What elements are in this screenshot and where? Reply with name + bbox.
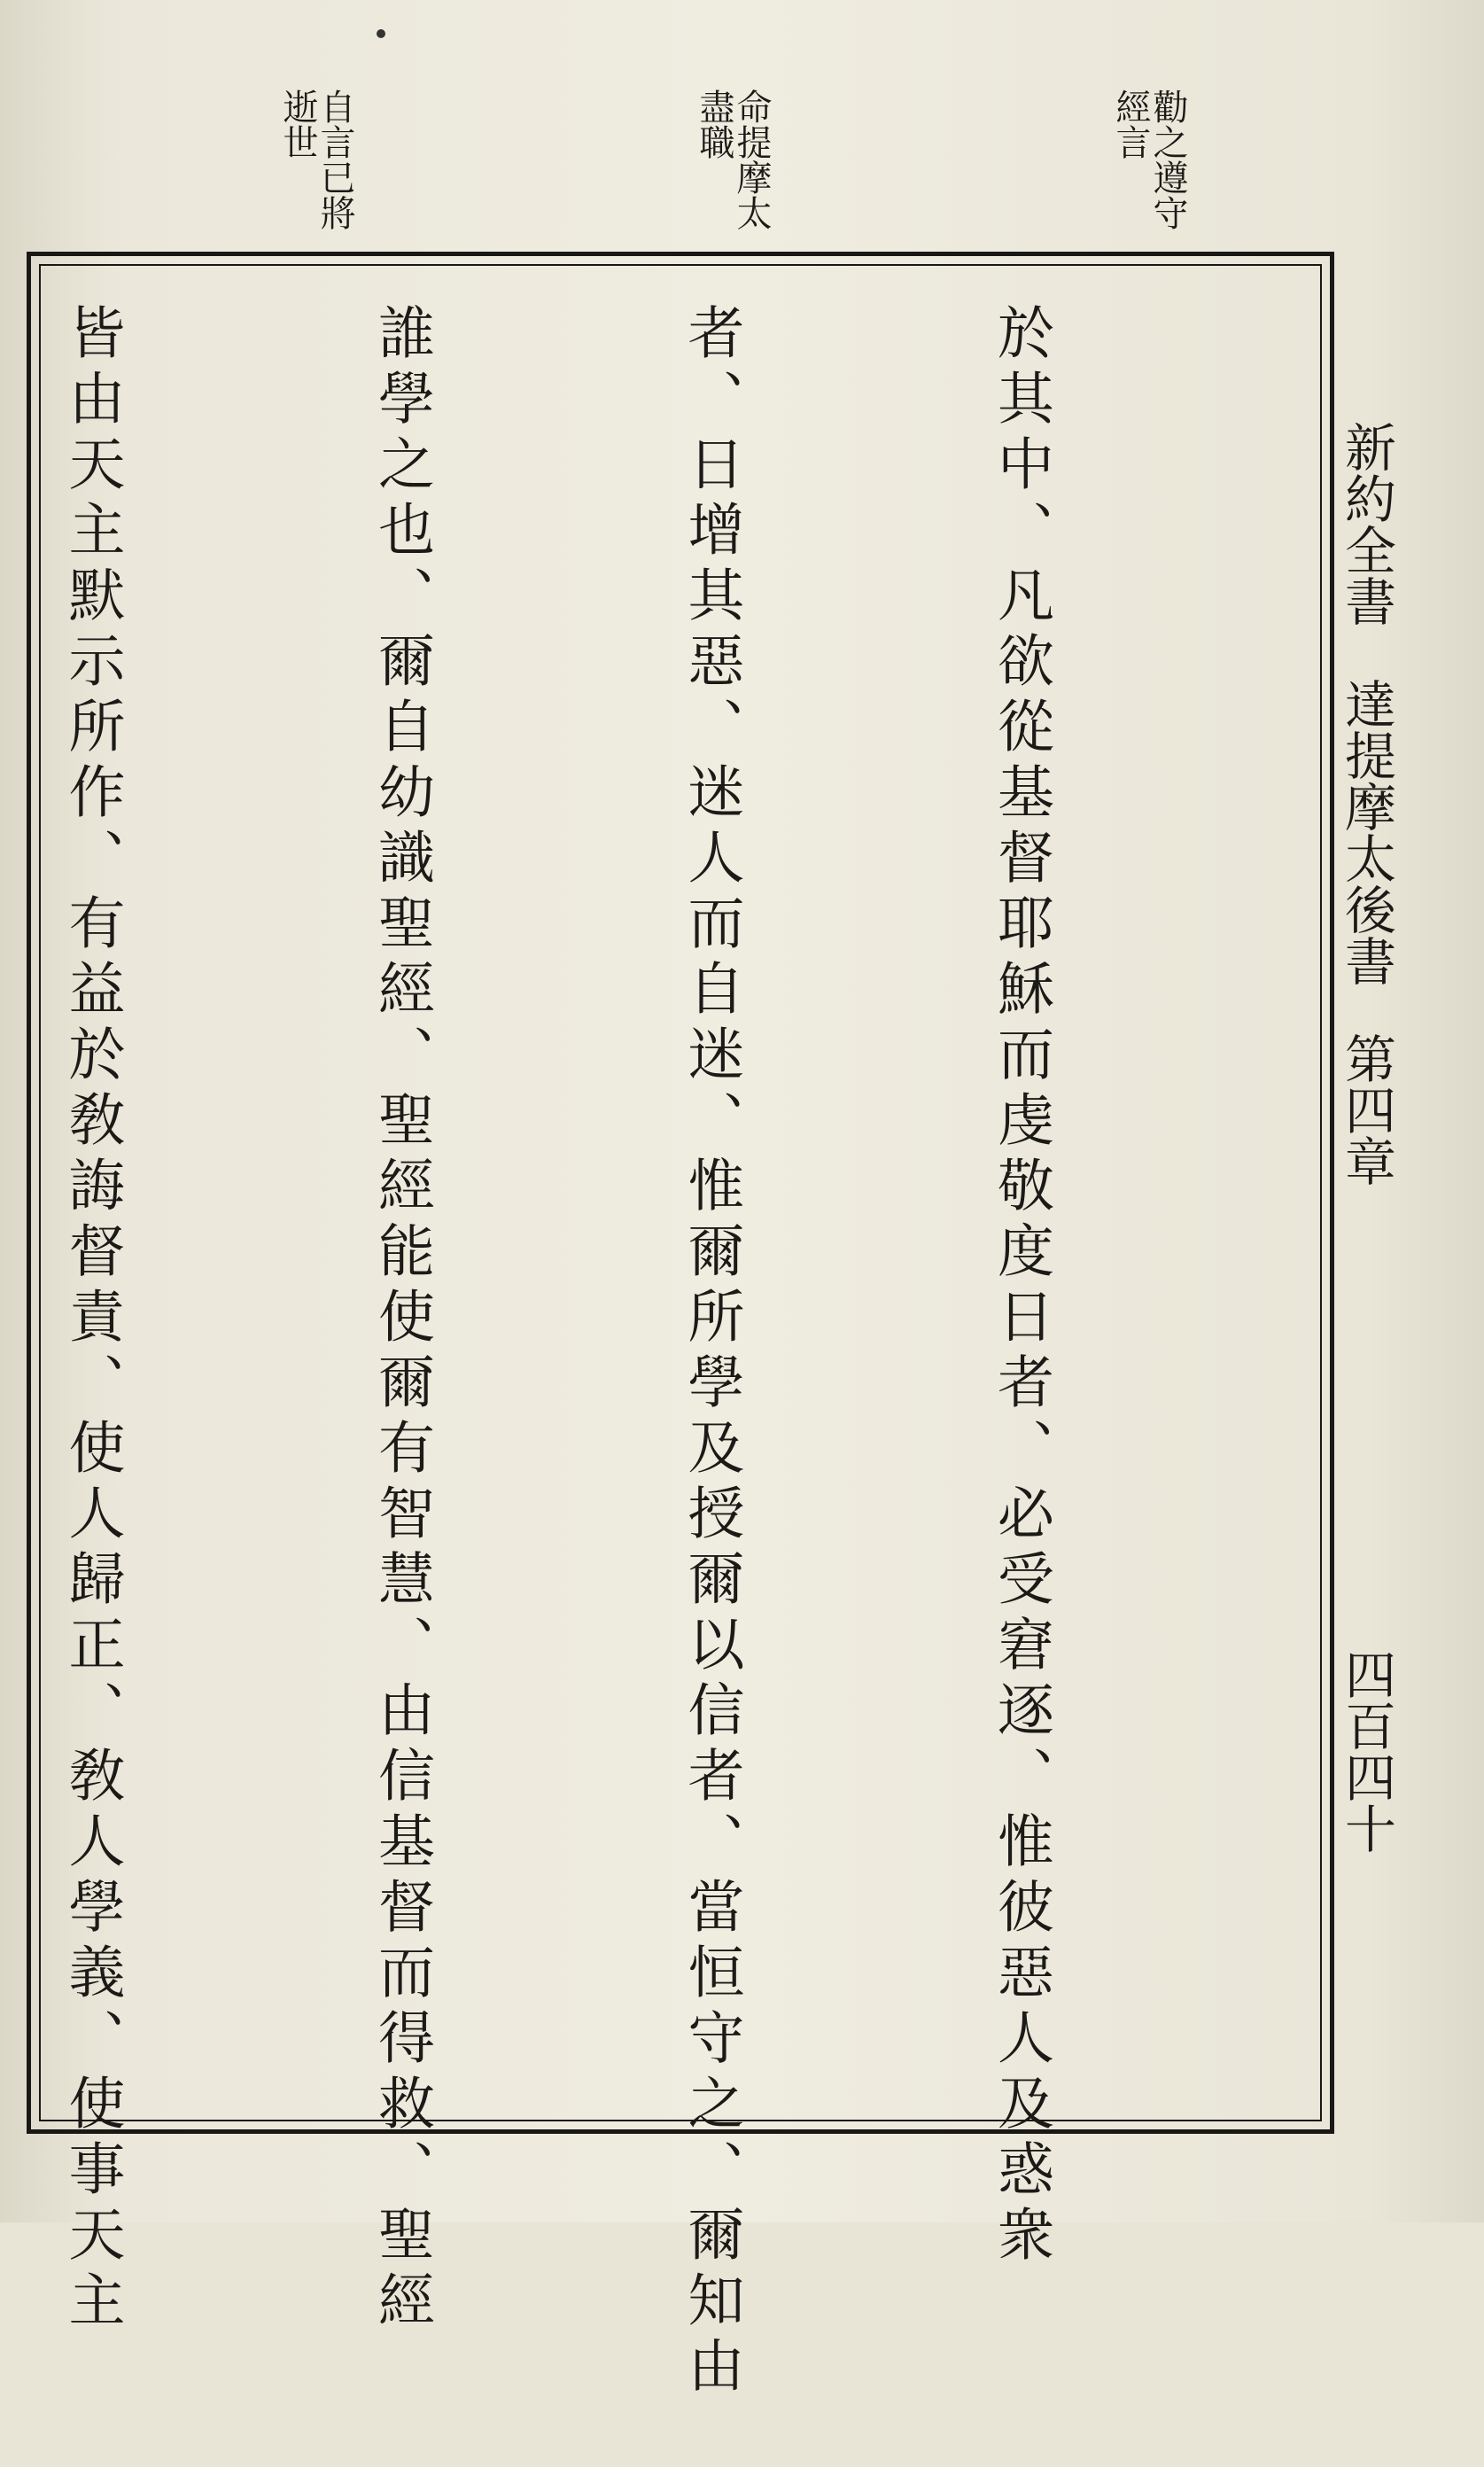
margin-note-exhort-scripture: 勸之遵守 經言 (1110, 89, 1188, 230)
margin-note-departure: 自言已將 逝世 (277, 89, 355, 230)
book-title: 新約全書 (1336, 421, 1396, 626)
text-column: 皆由天主默示所作、有益於敎誨督責、使人歸正、敎人學義、使事天主 (58, 303, 125, 2336)
text-column: 誰學之也、爾自幼識聖經、聖經能使爾有智慧、由信基督而得救、聖經 (369, 303, 434, 2336)
margin-note-charge-timothy: 命提摩太 盡職 (694, 89, 772, 230)
page-number: 四百四十 (1336, 1648, 1396, 1854)
text-column: 者、日增其惡、迷人而自迷、惟爾所學及授爾以信者、當恒守之、爾知由 (678, 303, 744, 2401)
running-head-book (1329, 421, 1403, 986)
running-head-chapter: 第四章 (1336, 1032, 1396, 1187)
ink-speck (377, 29, 385, 38)
text-column: 於其中、凡欲從基督耶穌而虔敬度日者、必受窘逐、惟彼惡人及惑衆 (988, 303, 1053, 2270)
body-text (0, 303, 1278, 2401)
section-title: 達提摩太後書 (1336, 678, 1396, 986)
